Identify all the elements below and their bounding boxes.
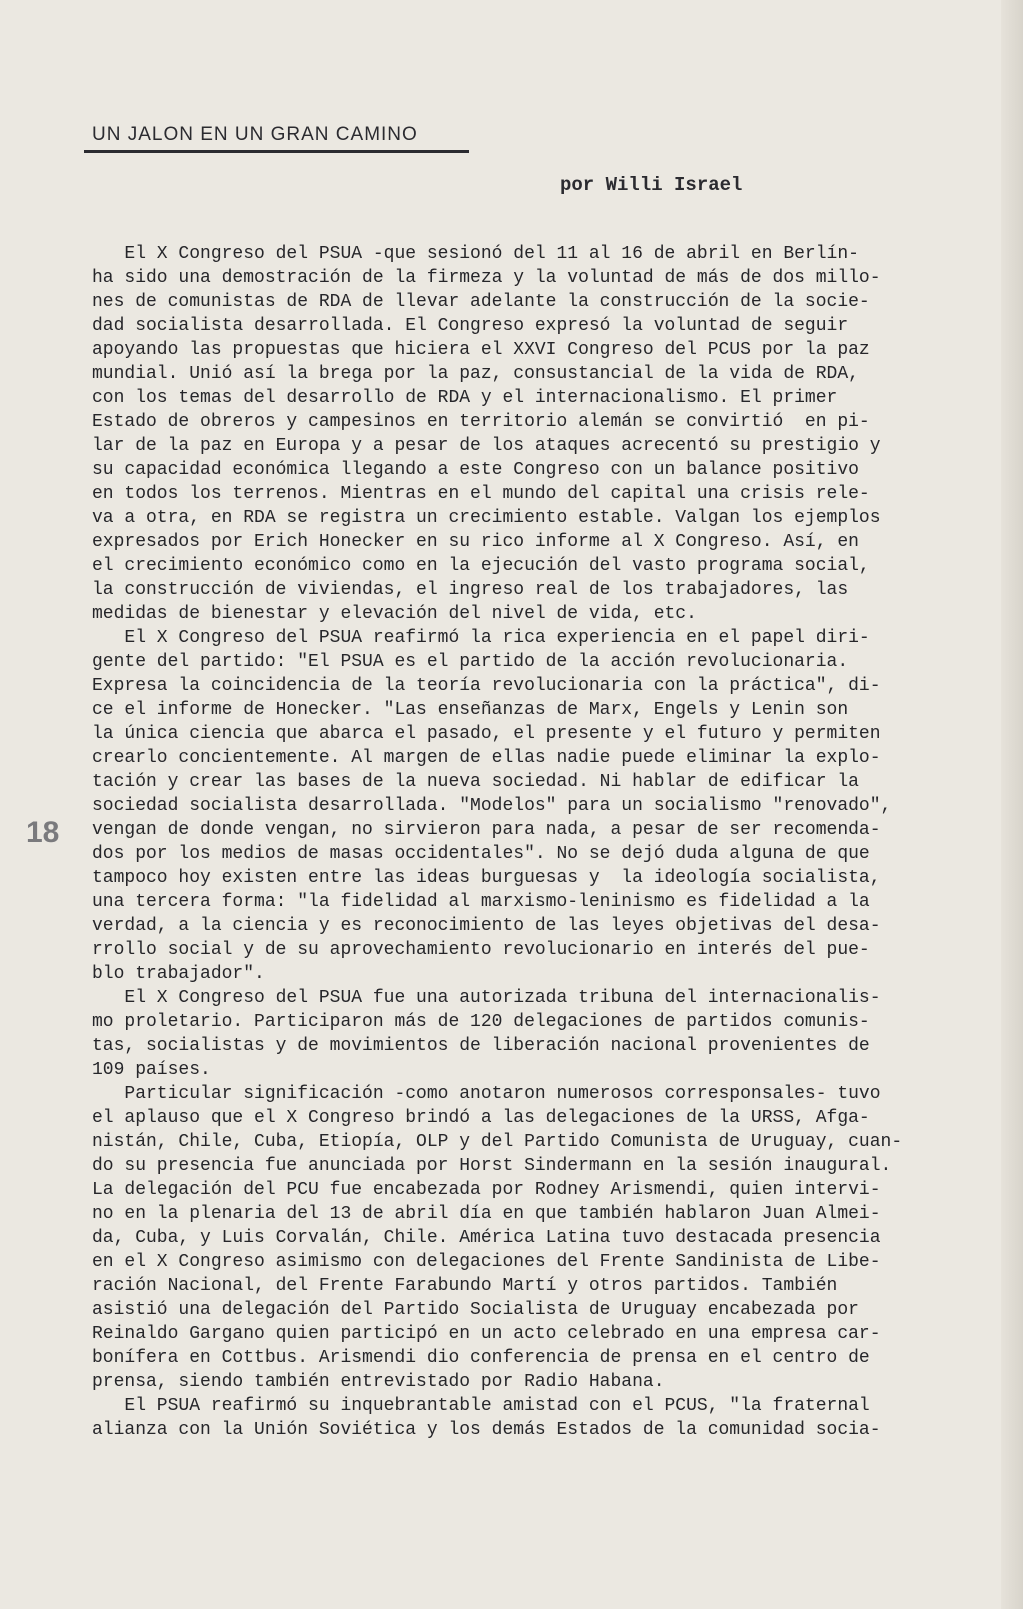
body-line: con los temas del desarrollo de RDA y el internacionalismo. El primer	[92, 388, 838, 408]
page-number: 18	[26, 816, 60, 849]
body-line: no en la plenaria del 13 de abril día en que también hablaron Juan Almei-	[92, 1204, 881, 1224]
body-line: tas, socialistas y de movimientos de liberación nacional provenientes de	[92, 1036, 870, 1056]
body-line: Reinaldo Gargano quien participó en un acto celebrado en una empresa car-	[92, 1324, 881, 1344]
body-line: va a otra, en RDA se registra un crecimiento estable. Valgan los ejemplos	[92, 508, 881, 528]
body-line: sociedad socialista desarrollada. "Modelos" para un socialismo "renovado",	[92, 796, 892, 816]
body-line: ce el informe de Honecker. "Las enseñanzas de Marx, Engels y Lenin son	[92, 700, 849, 720]
body-line: Expresa la coincidencia de la teoría revolucionaria con la práctica", di-	[92, 676, 881, 696]
body-line: una tercera forma: "la fidelidad al marxismo-leninismo es fidelidad a la	[92, 892, 870, 912]
title-underline	[84, 150, 469, 153]
body-line: el aplauso que el X Congreso brindó a las delegaciones de la URSS, Afga-	[92, 1108, 870, 1128]
body-line: El X Congreso del PSUA reafirmó la rica experiencia en el papel diri-	[92, 628, 870, 648]
body-line: El X Congreso del PSUA fue una autorizada tribuna del internacionalis-	[92, 988, 881, 1008]
article-title: UN JALON EN UN GRAN CAMINO	[92, 124, 418, 145]
page-edge	[1001, 0, 1023, 1609]
body-line: bonífera en Cottbus. Arismendi dio conferencia de prensa en el centro de	[92, 1348, 870, 1368]
body-line: vengan de donde vengan, no sirvieron para nada, a pesar de ser recomenda-	[92, 820, 881, 840]
body-line: lar de la paz en Europa y a pesar de los ataques acrecentó su prestigio y	[92, 436, 881, 456]
body-line: su capacidad económica llegando a este Congreso con un balance positivo	[92, 460, 859, 480]
body-line: prensa, siendo también entrevistado por Radio Habana.	[92, 1372, 665, 1392]
body-line: mundial. Unió así la brega por la paz, consustancial de la vida de RDA,	[92, 364, 859, 384]
body-line: El X Congreso del PSUA -que sesionó del 11 al 16 de abril en Berlín-	[92, 244, 859, 264]
body-line: dos por los medios de masas occidentales". No se dejó duda alguna de que	[92, 844, 870, 864]
body-line: verdad, a la ciencia y es reconocimiento de las leyes objetivas del desa-	[92, 916, 881, 936]
body-line: el crecimiento económico como en la ejecución del vasto programa social,	[92, 556, 870, 576]
body-line: ha sido una demostración de la firmeza y la voluntad de más de dos millo-	[92, 268, 881, 288]
body-line: blo trabajador".	[92, 964, 265, 984]
body-line: tampoco hoy existen entre las ideas burguesas y la ideología socialista,	[92, 868, 881, 888]
body-line: asistió una delegación del Partido Socialista de Uruguay encabezada por	[92, 1300, 859, 1320]
body-line: 109 países.	[92, 1060, 211, 1080]
article-body	[92, 242, 982, 1442]
body-line: en todos los terrenos. Mientras en el mundo del capital una crisis rele-	[92, 484, 870, 504]
body-line: la construcción de viviendas, el ingreso real de los trabajadores, las	[92, 580, 849, 600]
body-line: la única ciencia que abarca el pasado, el presente y el futuro y permiten	[92, 724, 881, 744]
body-line: mo proletario. Participaron más de 120 delegaciones de partidos comunis-	[92, 1012, 870, 1032]
body-line: El PSUA reafirmó su inquebrantable amistad con el PCUS, "la fraternal	[92, 1396, 870, 1416]
body-line: alianza con la Unión Soviética y los demás Estados de la comunidad socia-	[92, 1420, 881, 1440]
body-line: crearlo concientemente. Al margen de ellas nadie puede eliminar la explo-	[92, 748, 881, 768]
body-line: tación y crear las bases de la nueva sociedad. Ni hablar de edificar la	[92, 772, 859, 792]
body-line: apoyando las propuestas que hiciera el XXVI Congreso del PCUS por la paz	[92, 340, 870, 360]
body-line: ración Nacional, del Frente Farabundo Martí y otros partidos. También	[92, 1276, 838, 1296]
body-line: La delegación del PCU fue encabezada por Rodney Arismendi, quien intervi-	[92, 1180, 881, 1200]
body-line: dad socialista desarrollada. El Congreso expresó la voluntad de seguir	[92, 316, 849, 336]
body-line: rrollo social y de su aprovechamiento revolucionario en interés del pue-	[92, 940, 870, 960]
body-line: gente del partido: "El PSUA es el partido de la acción revolucionaria.	[92, 652, 849, 672]
article-byline: por Willi Israel	[560, 174, 743, 196]
body-line: nistán, Chile, Cuba, Etiopía, OLP y del Partido Comunista de Uruguay, cuan-	[92, 1132, 903, 1152]
body-line: medidas de bienestar y elevación del nivel de vida, etc.	[92, 604, 697, 624]
body-line: expresados por Erich Honecker en su rico informe al X Congreso. Así, en	[92, 532, 859, 552]
body-line: nes de comunistas de RDA de llevar adelante la construcción de la socie-	[92, 292, 870, 312]
body-line: Estado de obreros y campesinos en territorio alemán se convirtió en pi-	[92, 412, 870, 432]
body-line: do su presencia fue anunciada por Horst Sindermann en la sesión inaugural.	[92, 1156, 892, 1176]
body-line: da, Cuba, y Luis Corvalán, Chile. América Latina tuvo destacada presencia	[92, 1228, 881, 1248]
body-line: en el X Congreso asimismo con delegaciones del Frente Sandinista de Libe-	[92, 1252, 881, 1272]
body-line: Particular significación -como anotaron numerosos corresponsales- tuvo	[92, 1084, 881, 1104]
